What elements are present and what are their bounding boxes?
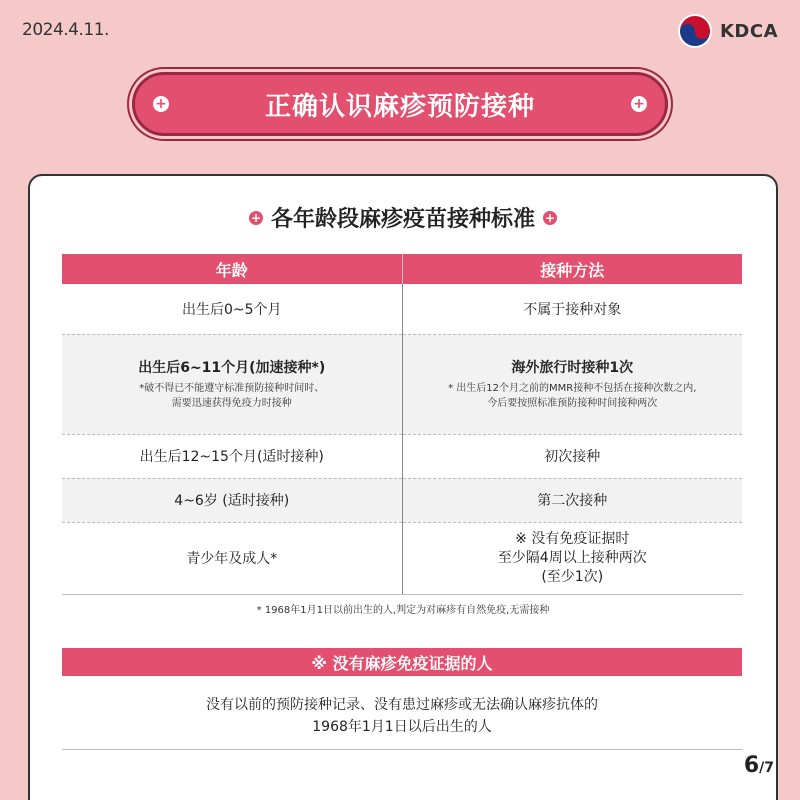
description-line: 没有以前的预防接种记录、没有患过麻疹或无法确认麻疹抗体的	[206, 696, 598, 713]
section-heading	[30, 202, 776, 233]
table-row	[62, 334, 742, 434]
method-cell: 不属于接种对象	[402, 284, 742, 334]
method-cell	[402, 334, 742, 434]
plus-icon: +	[631, 96, 647, 112]
table-row	[62, 478, 742, 522]
method-line: (至少1次)	[541, 568, 604, 585]
table-row	[62, 284, 742, 334]
column-header-age: 年龄	[62, 254, 402, 284]
method-note-line: 今后要按照标准预防接种时间接种两次	[487, 398, 658, 409]
description-line: 1968年1月1日以后出生的人	[312, 718, 492, 735]
method-line: 至少隔4周以上接种两次	[497, 549, 647, 566]
no-immunity-heading: ※ 没有麻疹免疫证据的人	[62, 648, 742, 676]
age-cell: 出生后12~15个月(适时接种)	[62, 434, 402, 478]
current-page: 6	[743, 753, 760, 778]
vaccination-schedule-table	[62, 254, 742, 595]
method-cell: 第二次接种	[402, 478, 742, 522]
method-cell	[402, 522, 742, 594]
no-immunity-description	[62, 682, 742, 750]
column-header-method: 接种方法	[402, 254, 742, 284]
date-label: 2024.4.11.	[22, 20, 109, 40]
method-cell: 初次接种	[402, 434, 742, 478]
plus-icon: +	[250, 210, 262, 225]
age-cell: 4~6岁 (适时接种)	[62, 478, 402, 522]
table-row	[62, 434, 742, 478]
brand-name: KDCA	[719, 20, 778, 42]
method-note	[403, 381, 743, 411]
table-row	[62, 522, 742, 594]
total-pages: /7	[759, 760, 774, 776]
method-text: 海外旅行时接种1次	[511, 360, 634, 376]
age-note	[62, 381, 402, 411]
age-cell: 出生后0~5个月	[62, 284, 402, 334]
kdca-logo-icon	[678, 14, 712, 48]
age-note-line: 需要迅速获得免疫力时接种	[171, 398, 292, 409]
age-note-line: *破不得已不能遵守标准预防接种时间时、	[139, 383, 325, 394]
page-title-banner	[132, 72, 668, 136]
page-title: 正确认识麻疹预防接种	[264, 91, 535, 122]
table-footnote: * 1968年1月1日以前出生的人,判定为对麻疹有自然免疫,无需接种	[256, 605, 550, 616]
content-card	[28, 174, 778, 800]
section-heading-text: 各年龄段麻疹疫苗接种标准	[270, 207, 535, 232]
table-header-row	[62, 254, 742, 284]
age-text: 出生后6~11个月(加速接种*)	[138, 360, 326, 376]
plus-icon: +	[544, 210, 556, 225]
page-indicator	[744, 753, 774, 778]
method-note-line: * 出生后12个月之前的MMR接种不包括在接种次数之内,	[448, 383, 697, 394]
plus-icon: +	[153, 96, 169, 112]
age-cell	[62, 334, 402, 434]
method-line: ※ 没有免疫证据时	[515, 530, 630, 547]
brand	[678, 14, 778, 48]
age-cell: 青少年及成人*	[62, 522, 402, 594]
